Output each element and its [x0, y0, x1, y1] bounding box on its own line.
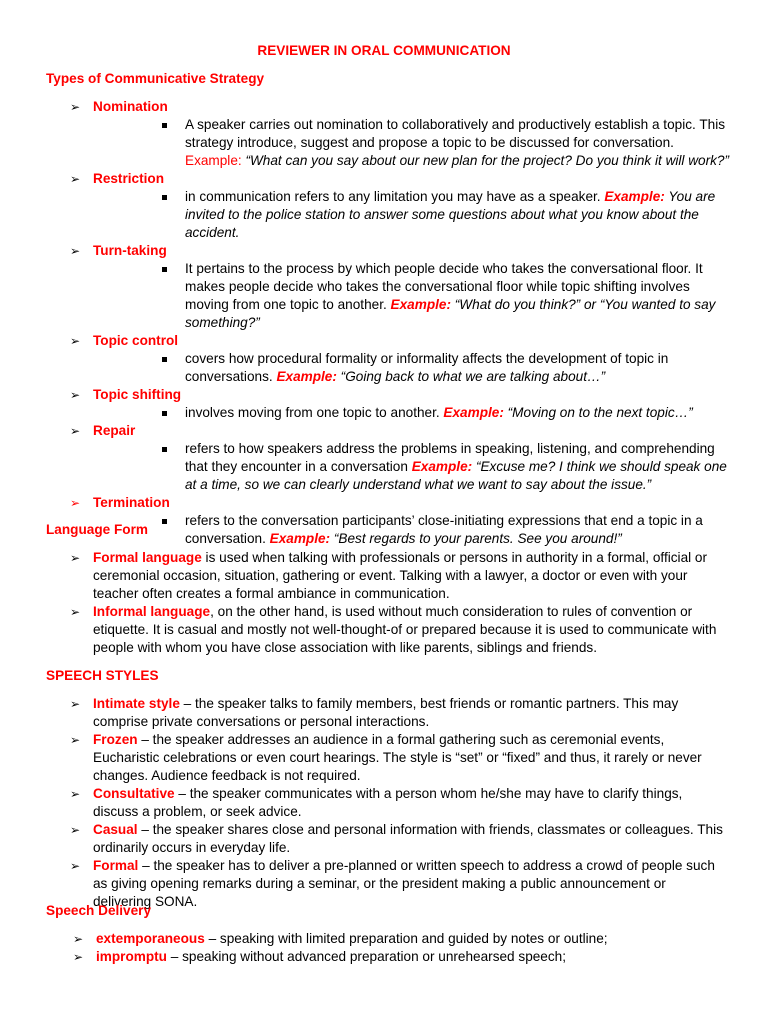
square-bullet-icon: [162, 411, 167, 416]
arrow-bullet-icon: ➢: [70, 172, 81, 186]
item-term: extemporaneous: [96, 931, 205, 946]
example-text: You are invited to the police station to answer some questions about what you know about the accident.: [185, 189, 716, 240]
example-label: Example:: [276, 369, 337, 384]
list-item: [46, 785, 726, 821]
strategy-topic-shifting: [46, 386, 726, 404]
example-text: “Excuse me? I think we should speak one at a time, so we can clearly understand what we want to say about the issue.”: [185, 459, 727, 492]
strategy-termination: [46, 494, 726, 512]
item-term: Informal language: [93, 604, 211, 619]
example-text: “What do you think?” or “You wanted to say something?”: [185, 297, 716, 330]
item-term: Casual: [93, 822, 138, 837]
arrow-bullet-icon: ➢: [70, 551, 81, 565]
list-item: [46, 731, 726, 785]
arrow-bullet-icon: ➢: [70, 100, 81, 114]
strategy-description: [46, 188, 732, 242]
description-text: A speaker carries out nomination to collaboratively and productively establish a topic. This strategy introduce, suggest and propose a topic to be discussed for conversation.: [185, 117, 726, 150]
description-text: involves moving from one topic to another.: [185, 405, 444, 420]
section-speech-styles: [46, 667, 726, 911]
example-text: “Best regards to your parents. See you around!”: [330, 531, 622, 546]
strategy-restriction: [46, 170, 726, 188]
item-text: – the speaker talks to family members, best friends or romantic partners. This may comprise private conversations or personal interactions.: [93, 696, 679, 729]
square-bullet-icon: [162, 267, 167, 272]
example-label: Example:: [443, 405, 504, 420]
strategy-name: Turn-taking: [93, 243, 167, 258]
list-item: [46, 930, 726, 948]
strategy-turn-taking: [46, 242, 726, 260]
description-text: It pertains to the process by which people decide who takes the conversational floor. It makes people decide who takes the conversational floor while topic shifting involves moving from one topic to another.: [185, 261, 703, 312]
list-item: [46, 695, 726, 731]
arrow-bullet-icon: ➢: [73, 950, 84, 964]
item-text: is used when talking with professionals or persons in authority in a formal, official or ceremonial occasion, situation, gathering or event. Talking with a lawyer, a doctor or even with your teacher often creates a formal ambiance in communication.: [93, 550, 708, 601]
item-text: – speaking without advanced preparation or unrehearsed speech;: [166, 949, 567, 964]
arrow-bullet-icon: ➢: [70, 244, 81, 258]
strategy-description: [46, 260, 732, 332]
example-label: Example:: [185, 153, 242, 168]
arrow-bullet-icon: ➢: [70, 388, 81, 402]
item-text: – the speaker shares close and personal information with friends, classmates or colleagues. This ordinarily occurs in everyday life.: [93, 822, 723, 855]
item-term: Formal language: [93, 550, 202, 565]
description-text: in communication refers to any limitation you may have as a speaker.: [185, 189, 605, 204]
arrow-bullet-icon: ➢: [70, 605, 81, 619]
description-text: refers to how speakers address the problems in speaking, listening, and comprehending that they encounter in a conversation: [185, 441, 715, 474]
arrow-bullet-icon: ➢: [70, 823, 81, 837]
arrow-bullet-icon: ➢: [73, 932, 84, 946]
section-communicative-strategy: [46, 70, 730, 548]
item-text: – the speaker communicates with a person whom he/she may have to clarify things, discuss a problem, or seek advice.: [93, 786, 683, 819]
list-item: [46, 603, 726, 657]
item-term: Frozen: [93, 732, 138, 747]
strategy-name: Nomination: [93, 99, 168, 114]
strategy-repair: [46, 422, 726, 440]
arrow-bullet-icon: ➢: [70, 424, 81, 438]
section-heading: SPEECH STYLES: [46, 668, 159, 683]
item-term: impromptu: [96, 949, 167, 964]
item-text: – speaking with limited preparation and guided by notes or outline;: [204, 931, 608, 946]
square-bullet-icon: [162, 123, 167, 128]
arrow-bullet-icon: ➢: [70, 334, 81, 348]
section-heading: Speech Delivery: [46, 903, 152, 918]
item-term: Intimate style: [93, 696, 180, 711]
strategy-name: Restriction: [93, 171, 165, 186]
strategy-name: Termination: [93, 495, 170, 510]
description-text: covers how procedural formality or informality affects the development of topic in conversations.: [185, 351, 669, 384]
example-text: “Moving on to the next topic…”: [503, 405, 693, 420]
item-term: Formal: [93, 858, 139, 873]
arrow-bullet-icon: ➢: [70, 496, 81, 510]
document-title: REVIEWER IN ORAL COMMUNICATION: [257, 43, 511, 58]
strategy-description: [46, 440, 732, 494]
example-label: Example:: [269, 531, 331, 546]
item-text: – the speaker addresses an audience in a formal gathering such as ceremonial events, Eucharistic celebrations or even court hearings. The style is “set” or “fixed” and thus, it rarely or never changes. Audience feedback is not required.: [93, 732, 702, 783]
section-speech-delivery: [46, 902, 726, 966]
strategy-name: Repair: [93, 423, 136, 438]
example-text: “Going back to what we are talking about…”: [336, 369, 606, 384]
strategy-description: [46, 404, 732, 422]
arrow-bullet-icon: ➢: [70, 787, 81, 801]
item-text: , on the other hand, is used without much consideration to rules of convention or etiquette. It is casual and mostly not well-thought-of or prepared because it is used to communicate with people with whom you have close association with like parents, siblings and friends.: [93, 604, 717, 655]
square-bullet-icon: [162, 447, 167, 452]
strategy-nomination: [46, 98, 726, 116]
list-item: [46, 549, 726, 603]
list-item: [46, 821, 726, 857]
example-label: Example:: [604, 189, 665, 204]
square-bullet-icon: [162, 195, 167, 200]
item-text: – the speaker has to deliver a pre-planned or written speech to address a crowd of people such as giving opening remarks during a seminar, or the president making a public announcement or delivering SONA.: [93, 858, 715, 909]
arrow-bullet-icon: ➢: [70, 697, 81, 711]
strategy-description: [46, 116, 732, 170]
section-language-form: [46, 521, 726, 657]
description-text: refers to the conversation participants’ close-initiating expressions that end a topic in a conversation.: [185, 513, 703, 546]
strategy-name: Topic control: [93, 333, 179, 348]
arrow-bullet-icon: ➢: [70, 859, 81, 873]
strategy-topic-control: [46, 332, 726, 350]
arrow-bullet-icon: ➢: [70, 733, 81, 747]
example-label: Example:: [411, 459, 473, 474]
strategy-description: [46, 350, 732, 386]
example-text: “What can you say about our new plan for the project? Do you think it will work?”: [241, 153, 730, 168]
strategy-name: Topic shifting: [93, 387, 182, 402]
section-heading: Types of Communicative Strategy: [46, 71, 265, 86]
section-heading: Language Form: [46, 522, 148, 537]
square-bullet-icon: [162, 357, 167, 362]
list-item: [46, 948, 726, 966]
example-label: Example:: [390, 297, 451, 312]
item-term: Consultative: [93, 786, 175, 801]
